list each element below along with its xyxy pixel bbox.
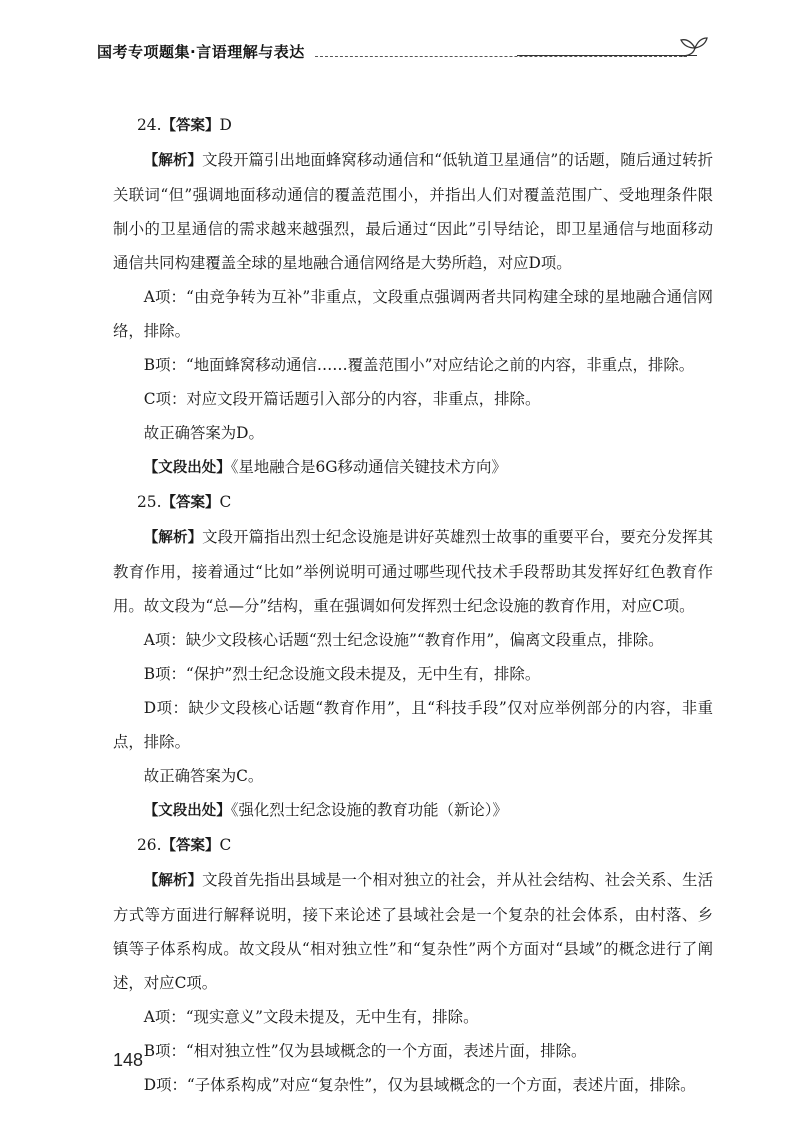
q26-option-a: A项：“现实意义”文段未提及，无中生有，排除。 xyxy=(143,1008,479,1026)
q24-option-b: B项：“地面蜂窝移动通信……覆盖范围小”对应结论之前的内容，非重点，排除。 xyxy=(143,356,695,374)
q24-analysis-text: 文段开篇引出地面蜂窝移动通信和“低轨道卫星通信”的话题，随后通过转折关联词“但”强调地面移动通信的覆盖范围小，并指出人们对覆盖范围广、受地理条件限制小的卫星通信的需求越来越强烈，最后通过“因此”引导结论，即卫星通信与地面移动通信共同构建覆盖全球的星地融合通信网络是大势所趋，对应D项。 xyxy=(113,151,713,272)
q25-option-a: A项：缺少文段核心话题“烈士纪念设施”“教育作用”，偏离文段重点，排除。 xyxy=(143,631,664,649)
q25-analysis-text: 文段开篇指出烈士纪念设施是讲好英雄烈士故事的重要平台，要充分发挥其教育作用，接着通过“比如”举例说明可通过哪些现代技术手段帮助其发挥好红色教育作用。故文段为“总—分”结构，重在强调如何发挥烈士纪念设施的教育作用，对应C项。 xyxy=(113,528,713,615)
analysis-tag: 【解析】 xyxy=(143,153,203,169)
answer-explanations xyxy=(113,108,713,1102)
q25-option-b: B项：“保护”烈士纪念设施文段未提及，无中生有，排除。 xyxy=(143,665,541,683)
answer-tag: 【答案】 xyxy=(161,118,220,134)
q25-conclusion: 故正确答案为C。 xyxy=(143,767,264,785)
analysis-tag: 【解析】 xyxy=(143,873,203,889)
book-title: 国考专项题集·言语理解与表达 xyxy=(97,43,305,61)
q26-answer: C xyxy=(219,836,232,854)
sprout-icon xyxy=(677,32,709,62)
q24-source-text: 《星地融合是6G移动通信关键技术方向》 xyxy=(230,458,507,476)
q26-analysis-text: 文段首先指出县域是一个相对独立的社会，并从社会结构、社会关系、生活方式等方面进行解释说明，接下来论述了县域社会是一个复杂的社会体系，由村落、乡镇等子体系构成。故文段从“相对独立性”和“复杂性”两个方面对“县域”的概念进行了阐述，对应C项。 xyxy=(113,871,713,992)
source-tag: 【文段出处】 xyxy=(143,460,231,476)
q24-number: 24. xyxy=(137,116,162,134)
q25-option-d: D项：缺少文段核心话题“教育作用”，且“科技手段”仅对应举例部分的内容，非重点，排除。 xyxy=(113,699,713,751)
q24-source xyxy=(113,450,713,485)
analysis-tag: 【解析】 xyxy=(143,530,203,546)
answer-tag: 【答案】 xyxy=(161,495,220,511)
q25-analysis xyxy=(113,520,713,623)
q24-answer-line xyxy=(113,108,713,143)
running-header xyxy=(97,32,709,72)
q25-answer-line xyxy=(113,485,713,520)
q24-option-a: A项：“由竞争转为互补”非重点，文段重点强调两者共同构建全球的星地融合通信网络，排除。 xyxy=(113,288,713,340)
q24-answer: D xyxy=(219,116,232,134)
q25-source-text: 《强化烈士纪念设施的教育功能（新论）》 xyxy=(230,801,508,819)
q26-number: 26. xyxy=(137,836,162,854)
q24-conclusion: 故正确答案为D。 xyxy=(143,424,264,442)
q26-option-b: B项：“相对独立性”仅为县域概念的一个方面，表述片面，排除。 xyxy=(143,1042,587,1060)
q26-option-d: D项：“子体系构成”对应“复杂性”，仅为县域概念的一个方面，表述片面，排除。 xyxy=(143,1076,696,1094)
answer-tag: 【答案】 xyxy=(161,838,220,854)
q25-source xyxy=(113,793,713,828)
page-number: 148 xyxy=(113,1050,144,1070)
q24-analysis xyxy=(113,143,713,280)
q25-answer: C xyxy=(219,493,232,511)
q25-number: 25. xyxy=(137,493,162,511)
q26-analysis xyxy=(113,863,713,1000)
q24-option-c: C项：对应文段开篇话题引入部分的内容，非重点，排除。 xyxy=(143,390,541,408)
header-dashed-rule xyxy=(315,56,687,57)
q26-answer-line xyxy=(113,828,713,863)
source-tag: 【文段出处】 xyxy=(143,803,231,819)
header-solid-rule xyxy=(517,55,697,56)
